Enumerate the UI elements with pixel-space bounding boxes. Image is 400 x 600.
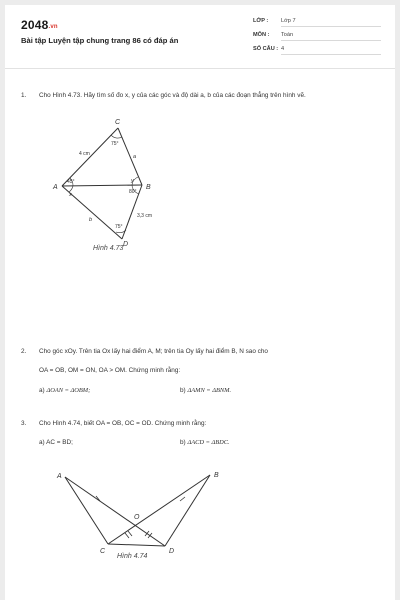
question-text: Cho Hình 4.73. Hãy tìm số đo x, y của các góc và độ dài a, b của các đoạn thẳng trên hình vẽ. — [39, 92, 306, 99]
worksheet-page — [5, 5, 395, 600]
question-2-part-a — [39, 387, 90, 394]
question-3-part-b — [180, 439, 230, 446]
logo-text: 2048 — [21, 18, 49, 32]
site-logo[interactable] — [21, 18, 58, 32]
part-statement: ΔOAN = ΔOBM; — [46, 387, 91, 394]
angle-label-a: 45° — [67, 179, 75, 185]
vertex-label-c: C — [115, 119, 121, 126]
logo-suffix: .vn — [48, 24, 58, 30]
side-label-bc: a — [133, 154, 137, 160]
angle-label-x: x — [69, 192, 72, 198]
meta-divider — [281, 54, 381, 55]
meta-class-value: Lớp 7 — [281, 18, 296, 24]
angle-label-c: 75° — [111, 141, 119, 147]
angle-label-d: 75° — [115, 224, 123, 230]
side-label-ad: b — [89, 217, 93, 223]
part-label: a) — [39, 387, 45, 394]
vertex-label-d: D — [169, 548, 175, 555]
part-statement: ΔACD = ΔBDC. — [187, 439, 230, 446]
meta-count-value: 4 — [281, 46, 285, 52]
vertex-label-b: B — [214, 472, 219, 479]
meta-subject-value: Toán — [281, 32, 294, 38]
vertex-label-c: C — [100, 548, 106, 555]
part-statement: ΔAMN = ΔBNM. — [187, 387, 232, 394]
vertex-label-d: D — [123, 241, 129, 248]
question-2-part-b — [180, 387, 231, 394]
figure-caption: Hình 4.73 — [93, 245, 124, 252]
question-text: Cho Hình 4.74, biết OA = OB, OC = OD. Chứng minh rằng: — [39, 420, 207, 427]
angle-label-y: y — [131, 178, 134, 184]
side-label-bd: 3,3 cm — [137, 213, 153, 219]
question-number: 2. — [21, 348, 27, 355]
question-text: Cho góc xOy. Trên tia Ox lấy hai điểm A, M; trên tia Oy lấy hai điểm B, N sao cho — [39, 348, 268, 355]
question-number: 1. — [21, 92, 27, 99]
part-statement: AC = BD; — [46, 439, 73, 446]
meta-divider — [281, 26, 381, 27]
header-divider — [5, 68, 395, 69]
question-2-continuation: OA = OB, OM = ON, OA > OM. Chứng minh rằng: — [39, 367, 181, 374]
meta-subject-key: MÔN : — [253, 32, 270, 38]
question-number: 3. — [21, 420, 27, 427]
page-title: Bài tập Luyện tập chung trang 86 có đáp án — [21, 36, 179, 45]
angle-label-b: 80° — [129, 189, 137, 195]
figure-caption: Hình 4.74 — [117, 553, 148, 560]
figure-4-74 — [45, 463, 235, 563]
vertex-label-b: B — [146, 184, 151, 191]
vertex-label-o: O — [134, 514, 140, 521]
figure-4-73 — [45, 115, 165, 255]
part-label: a) — [39, 439, 45, 446]
part-label: b) — [180, 387, 186, 394]
meta-count-key: SỐ CÂU : — [253, 46, 279, 52]
part-label: b) — [180, 439, 186, 446]
vertex-label-a: A — [53, 184, 58, 191]
meta-divider — [281, 40, 381, 41]
question-3-part-a — [39, 439, 73, 446]
vertex-label-a: A — [57, 473, 62, 480]
side-label-ac: 4 cm — [79, 151, 90, 157]
meta-class-key: LỚP : — [253, 18, 269, 24]
